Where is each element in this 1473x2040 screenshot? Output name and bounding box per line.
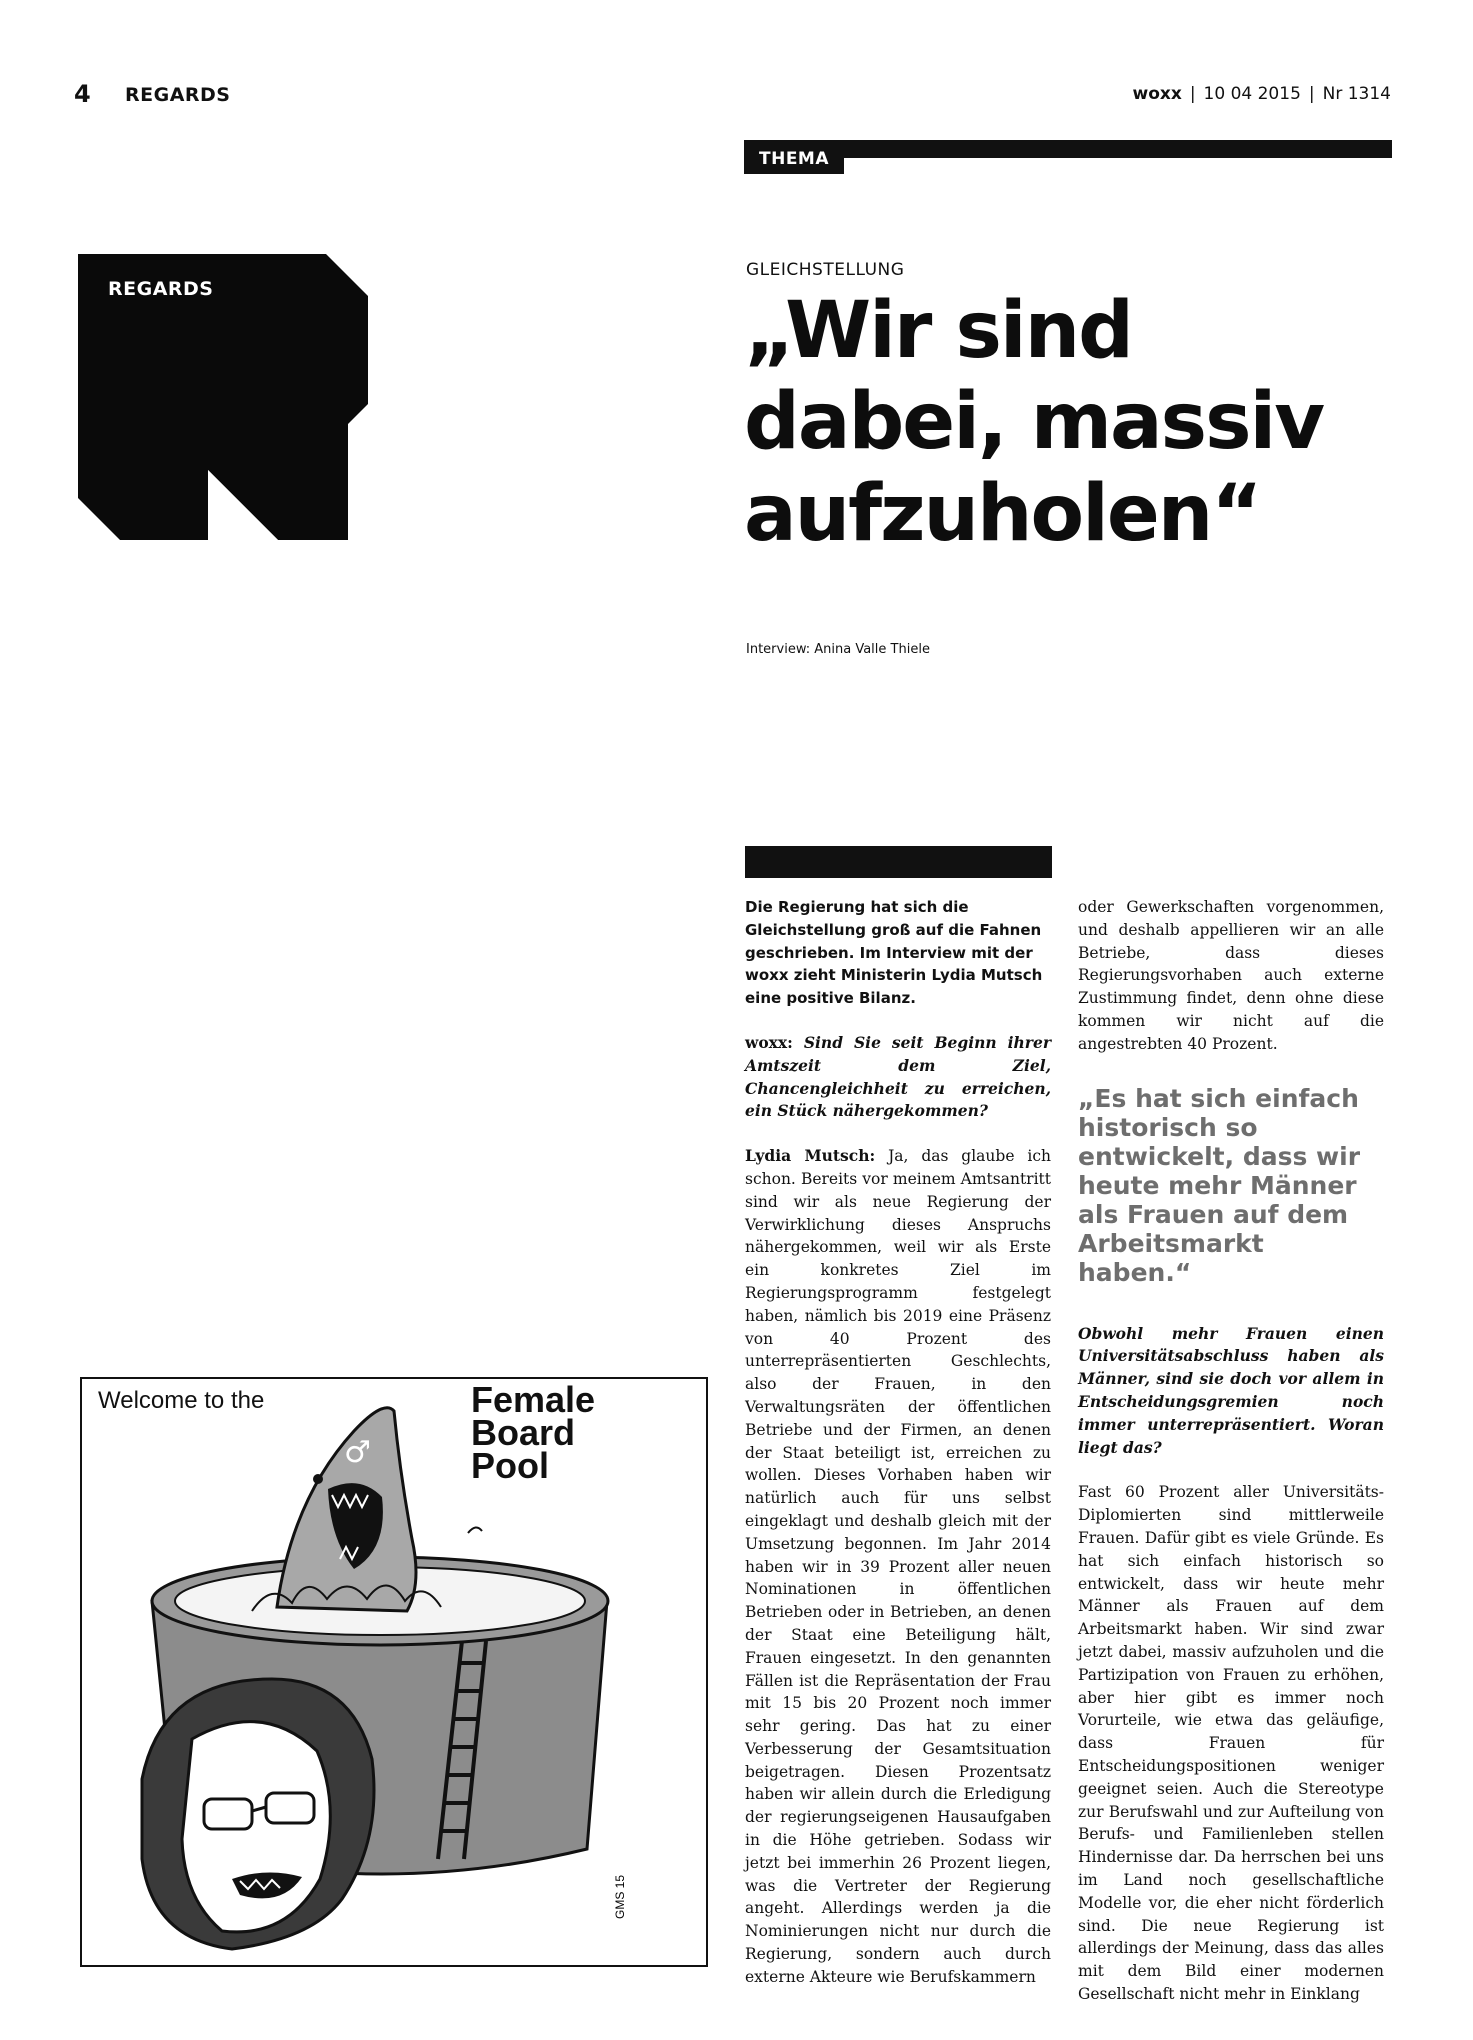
lead-paragraph	[745, 896, 1051, 1010]
byline: Interview: Anina Valle Thiele	[746, 642, 930, 657]
answer-2: Fast 60 Prozent aller Universitäts-Diplomierten sind mittlerweile Frauen. Dafür gibt es viele Gründe. Es hat sich einfach historisch so entwickelt, dass wir heute mehr Männer als Frauen auf dem Arbeitsmarkt haben. Wir sind zwar jetzt dabei, massiv aufzuholen und die Partizipation von Frauen zu erhöhen, aber hier gibt es immer noch Vorurteile, wie etwa das geläufige, dass Frauen für Entscheidungspositionen weniger geeignet seien. Auch die Stereotype zur Berufswahl und zur Aufteilung von Berufs- und Familienleben stellen Hindernisse dar. Da herrschen bei uns im Land noch gesellschaftliche Modelle vor, die eher nicht förderlich sind. Die neue Regierung ist allerdings der Meinung, dass das alles mit dem Bild einer modernen Gesellschaft nicht mehr in Einklang	[1078, 1483, 1384, 2003]
headline-line: dabei, massiv	[744, 377, 1324, 468]
article-kicker: GLEICHSTELLUNG	[746, 260, 905, 280]
lead-line: geschrieben. Im Interview mit der	[745, 943, 1033, 962]
issue-date: 10 04 2015	[1203, 84, 1301, 104]
issue-number: Nr 1314	[1322, 84, 1391, 104]
question-1	[745, 1032, 1051, 1123]
article-headline	[744, 286, 1384, 560]
lead-line: woxx zieht Ministerin Lydia Mutsch	[745, 966, 1043, 985]
intro-bar	[745, 846, 1052, 878]
cartoon-title-line: Female	[471, 1379, 596, 1420]
column-right	[1078, 896, 1384, 2006]
lead-line: Die Regierung hat sich die	[745, 898, 969, 916]
logo-label: REGARDS	[108, 278, 214, 300]
shark-eye	[313, 1474, 323, 1484]
pull-quote: „Es hat sich einfach historisch so entwickelt, dass wir heute mehr Männer als Frauen auf dem Arbeitsmarkt haben.“	[1078, 1083, 1361, 1287]
lead-line: eine positive Bilanz.	[745, 989, 916, 1008]
answer-text: Ja, das glaube ich schon. Bereits vor meinem Amtsantritt sind wir als neue Regierung der Verwirklichung dieses Anspruchs nähergekommen, weil wir als Erste ein konkretes Ziel im Regierungsprogramm festgelegt haben, nämlich bis 2019 eine Präsenz von 40 Prozent des unterrepräsentierten Geschlechts, also der Frauen, in den Verwaltungsräten der öffentlichen Betriebe und der Firmen, an denen der Staat beteiligt ist, erreichen zu wollen. Dieses Vorhaben haben wir natürlich auch für uns selbst eingeklagt und deshalb gleich mit der Umsetzung begonnen. Im Jahr 2014 haben wir in 39 Prozent aller neuen Nominationen in öffentlichen Betrieben oder in Betrieben, an denen der Staat eine Beteiligung hält, Frauen eingesetzt. In den genannten Fällen ist die Repräsentation der Frau mit 15 bis 20 Prozent noch immer sehr gering. Das hat zu einer Verbesserung der Gesamtsituation beigetragen. Diesen Prozentsatz haben wir allein durch die Erledigung der regierungseigenen Hausaufgaben in die Höhe getrieben. Sodass wir jetzt bei immerhin 26 Prozent liegen, was die Vertreter der Regierung angeht. Allerdings werden ja die Nominierungen nicht nur durch die Regierung, sondern auch durch externe Akteure wie Berufskammern	[745, 1147, 1051, 1986]
page-number: 4	[74, 80, 91, 108]
brand-name: woxx	[1132, 84, 1182, 104]
question-text: Sind Sie seit Beginn ihrer Amtszeit dem Ziel, Chancengleichheit zu erreichen, ein Stück nähergekommen?	[745, 1032, 1051, 1121]
question-2: Obwohl mehr Frauen einen Universitätsabschluss haben als Männer, sind sie doch vor allem in Entscheidungsgremien noch immer unterrepräsentiert. Woran liegt das?	[1078, 1323, 1384, 1457]
column-left	[745, 896, 1051, 1989]
cartoon-title	[471, 1379, 596, 1486]
splash-drop	[468, 1527, 482, 1533]
answer-1	[745, 1145, 1051, 1988]
cartoon-title-line: Board	[471, 1412, 576, 1453]
interviewer-label: woxx:	[745, 1032, 793, 1052]
interviewee-label: Lydia Mutsch:	[745, 1146, 876, 1166]
cartoon-drawing	[82, 1379, 706, 1965]
cartoon-title-line: Pool	[471, 1445, 549, 1486]
headline-line: aufzuholen“	[744, 468, 1261, 559]
male-symbol-icon: ♂	[344, 1435, 371, 1470]
thema-label: THEMA	[744, 144, 844, 174]
cartoon-welcome-text: Welcome to the	[98, 1387, 265, 1414]
issue-info: woxx | 10 04 2015 | Nr 1314	[1132, 84, 1391, 104]
answer-1-continued: oder Gewerkschaften vorgenommen, und deshalb appellieren wir an alle Betriebe, dass dieses Regierungsvorhaben auch externe Zustimmung findet, denn ohne diese kommen wir nicht auf die angestrebten 40 Prozent.	[1078, 898, 1384, 1053]
cartoon	[80, 1377, 708, 1967]
headline-line: „Wir sind	[744, 286, 1132, 376]
cartoon-signature: GMS 15	[613, 1874, 627, 1919]
lead-line: Gleichstellung groß auf die Fahnen	[745, 920, 1042, 939]
section-name: REGARDS	[125, 84, 231, 106]
